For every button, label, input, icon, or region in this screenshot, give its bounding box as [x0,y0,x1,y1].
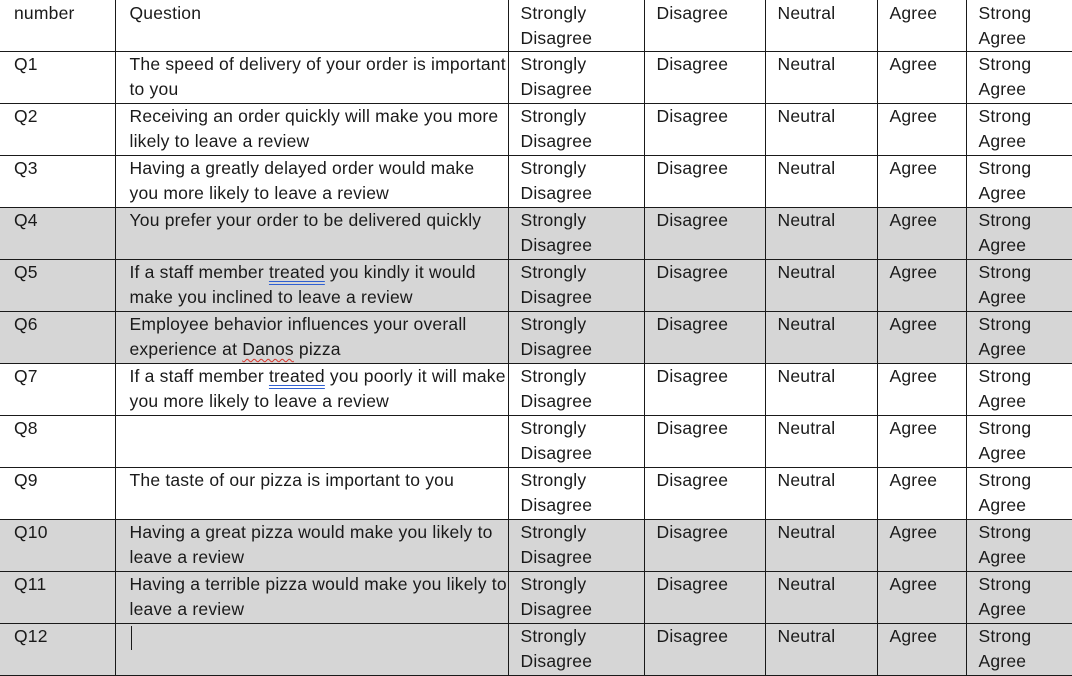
option-strongly-disagree[interactable]: Strongly Disagree [508,104,644,156]
option-agree[interactable]: Agree [877,52,966,104]
question-number: Q7 [0,364,115,416]
option-strong-agree[interactable]: Strong Agree [966,156,1072,208]
question-segment: Having a greatly delayed order would make you more likely to leave a review [129,158,475,203]
option-neutral[interactable]: Neutral [765,468,877,520]
option-neutral[interactable]: Neutral [765,104,877,156]
question-segment: You prefer your order to be delivered quickly [129,210,482,230]
option-strong-agree[interactable]: Strong Agree [966,624,1072,676]
table-row [0,572,1072,624]
question-segment: If a staff member [129,262,269,282]
question-number: Q4 [0,208,115,260]
option-agree[interactable]: Agree [877,520,966,572]
option-disagree[interactable]: Disagree [644,624,765,676]
option-neutral[interactable]: Neutral [765,260,877,312]
option-agree[interactable]: Agree [877,468,966,520]
option-disagree[interactable]: Disagree [644,104,765,156]
header-row [0,0,1072,52]
header-neutral: Neutral [765,0,877,52]
question-text[interactable] [115,468,508,520]
question-number: Q3 [0,156,115,208]
option-strongly-disagree[interactable]: Strongly Disagree [508,364,644,416]
question-number: Q9 [0,468,115,520]
option-agree[interactable]: Agree [877,104,966,156]
option-strong-agree[interactable]: Strong Agree [966,468,1072,520]
option-agree[interactable]: Agree [877,572,966,624]
option-agree[interactable]: Agree [877,260,966,312]
question-segment: Having a terrible pizza would make you likely to leave a review [129,574,507,619]
option-strongly-disagree[interactable]: Strongly Disagree [508,52,644,104]
question-text[interactable] [115,104,508,156]
option-strong-agree[interactable]: Strong Agree [966,260,1072,312]
header-strong-agree: Strong Agree [966,0,1072,52]
option-neutral[interactable]: Neutral [765,208,877,260]
option-disagree[interactable]: Disagree [644,260,765,312]
question-segment: The speed of delivery of your order is important to you [129,54,506,99]
question-segment: Employee behavior influences your overall experience at [129,314,467,359]
question-text[interactable] [115,260,508,312]
option-disagree[interactable]: Disagree [644,416,765,468]
option-strong-agree[interactable]: Strong Agree [966,416,1072,468]
option-strongly-disagree[interactable]: Strongly Disagree [508,468,644,520]
option-agree[interactable]: Agree [877,156,966,208]
option-agree[interactable]: Agree [877,364,966,416]
question-text[interactable] [115,572,508,624]
table-row [0,416,1072,468]
option-disagree[interactable]: Disagree [644,156,765,208]
option-agree[interactable]: Agree [877,312,966,364]
question-segment: you kindly it would make you inclined to leave a review [129,262,476,307]
question-segment: Having a great pizza would make you likely to leave a review [129,522,493,567]
header-question: Question [115,0,508,52]
option-strong-agree[interactable]: Strong Agree [966,104,1072,156]
table-row [0,364,1072,416]
option-strongly-disagree[interactable]: Strongly Disagree [508,624,644,676]
question-segment: Receiving an order quickly will make you more likely to leave a review [129,106,499,151]
question-number: Q12 [0,624,115,676]
grammar-mark: treated [268,366,325,386]
option-disagree[interactable]: Disagree [644,208,765,260]
option-neutral[interactable]: Neutral [765,156,877,208]
question-segment: you poorly it will make you more likely to leave a review [129,366,506,411]
question-segment: pizza [293,339,341,359]
option-disagree[interactable]: Disagree [644,520,765,572]
question-number: Q5 [0,260,115,312]
grammar-mark: treated [268,262,325,282]
table-row [0,104,1072,156]
question-text[interactable] [115,52,508,104]
header-strongly-disagree: Strongly Disagree [508,0,644,52]
question-number: Q8 [0,416,115,468]
option-strongly-disagree[interactable]: Strongly Disagree [508,520,644,572]
header-agree: Agree [877,0,966,52]
header-number: number [0,0,115,52]
question-text[interactable] [115,156,508,208]
option-disagree[interactable]: Disagree [644,572,765,624]
option-disagree[interactable]: Disagree [644,52,765,104]
option-strongly-disagree[interactable]: Strongly Disagree [508,312,644,364]
question-segment: The taste of our pizza is important to you [129,470,455,490]
option-neutral[interactable]: Neutral [765,312,877,364]
option-strong-agree[interactable]: Strong Agree [966,572,1072,624]
question-number: Q1 [0,52,115,104]
option-strongly-disagree[interactable]: Strongly Disagree [508,260,644,312]
option-disagree[interactable]: Disagree [644,468,765,520]
question-segment: If a staff member [129,366,269,386]
option-strong-agree[interactable]: Strong Agree [966,520,1072,572]
table-row [0,312,1072,364]
option-strongly-disagree[interactable]: Strongly Disagree [508,156,644,208]
header-disagree: Disagree [644,0,765,52]
table-row [0,520,1072,572]
table-row [0,156,1072,208]
option-strong-agree[interactable]: Strong Agree [966,208,1072,260]
table-row [0,468,1072,520]
table-row [0,260,1072,312]
option-strong-agree[interactable]: Strong Agree [966,52,1072,104]
question-number: Q10 [0,520,115,572]
question-text[interactable] [115,416,508,468]
option-strong-agree[interactable]: Strong Agree [966,312,1072,364]
option-strongly-disagree[interactable]: Strongly Disagree [508,572,644,624]
option-neutral[interactable]: Neutral [765,520,877,572]
option-disagree[interactable]: Disagree [644,364,765,416]
option-agree[interactable]: Agree [877,208,966,260]
spelling-mark: Danos [242,339,294,359]
question-text[interactable] [115,364,508,416]
question-text[interactable] [115,520,508,572]
question-number: Q6 [0,312,115,364]
question-number: Q2 [0,104,115,156]
option-strong-agree[interactable]: Strong Agree [966,364,1072,416]
table-row [0,208,1072,260]
option-neutral[interactable]: Neutral [765,364,877,416]
text-cursor [131,626,133,650]
question-text[interactable] [115,624,508,676]
question-number: Q11 [0,572,115,624]
option-strongly-disagree[interactable]: Strongly Disagree [508,208,644,260]
option-neutral[interactable]: Neutral [765,624,877,676]
option-strongly-disagree[interactable]: Strongly Disagree [508,416,644,468]
option-neutral[interactable]: Neutral [765,416,877,468]
option-neutral[interactable]: Neutral [765,52,877,104]
table-row [0,52,1072,104]
question-text[interactable] [115,208,508,260]
option-agree[interactable]: Agree [877,624,966,676]
option-disagree[interactable]: Disagree [644,312,765,364]
option-agree[interactable]: Agree [877,416,966,468]
option-neutral[interactable]: Neutral [765,572,877,624]
question-text[interactable] [115,312,508,364]
table-row [0,624,1072,676]
